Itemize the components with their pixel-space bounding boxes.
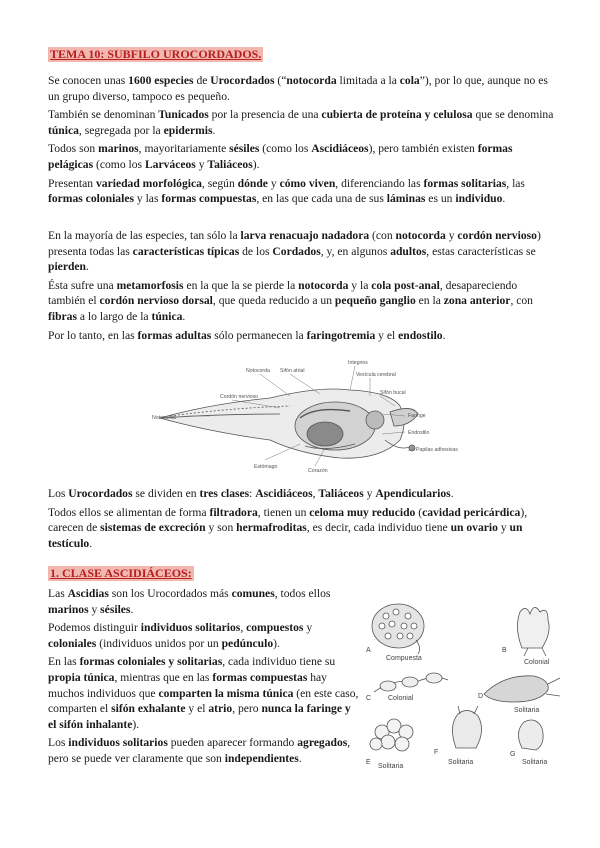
paragraph <box>48 141 556 172</box>
text-run: , que queda reducido a un <box>212 294 335 308</box>
text-run: y el <box>375 328 399 342</box>
bold-term: marinos <box>98 142 139 156</box>
text-run: Todos son <box>48 142 99 156</box>
bold-term: cordón nervioso dorsal <box>99 294 213 308</box>
text-run: limitada a la <box>336 74 400 87</box>
text-run: y <box>195 157 208 171</box>
text-run: y son <box>205 521 237 535</box>
paragraph <box>48 486 556 502</box>
text-run: y <box>497 521 510 535</box>
paragraph <box>48 228 556 275</box>
text-run: son los Urocordados más <box>108 587 232 600</box>
bold-term: marinos <box>48 602 89 616</box>
bold-term: cola <box>399 74 420 87</box>
bold-term: formas adultas <box>137 328 212 342</box>
bold-term: sifón exhalante <box>111 702 186 716</box>
bold-term: fibras <box>48 309 77 323</box>
text-run: . <box>442 328 446 342</box>
bold-term: individuos solitarios <box>68 736 168 750</box>
text-run: de los <box>239 244 273 258</box>
label-faringe: Faringe <box>408 413 426 419</box>
bold-term: cómo viven <box>279 176 336 190</box>
label-cordon: Cordón nervioso <box>220 394 259 400</box>
bold-term: Urocordados <box>68 487 133 500</box>
text-run: , tienen un <box>257 505 310 519</box>
bold-term: formas coloniales <box>48 192 134 206</box>
bold-term: Ascidias <box>67 587 109 600</box>
text-run: , segregada por la <box>78 123 164 137</box>
text-run: . <box>86 260 89 274</box>
bold-term: Taliáceos <box>318 487 364 500</box>
text-run: que se denomina <box>472 108 554 122</box>
text-run: ( <box>415 505 423 519</box>
fig-letter-f: F <box>434 749 439 756</box>
text-run: ”), por lo que, aunque no es un grupo diverso, tampoco es pequeño. <box>48 74 548 103</box>
text-run: ), carecen de <box>48 505 528 535</box>
bold-term: notocorda <box>298 278 349 292</box>
text-run: por la presencia de una <box>208 108 322 122</box>
text-run: . <box>502 192 506 206</box>
intro-paragraphs <box>48 73 556 210</box>
bold-term: hermafroditas <box>236 521 307 535</box>
text-run: , pero se puede ver claramente que son <box>48 736 351 765</box>
paragraph <box>48 176 556 207</box>
bold-term: tres clases <box>199 487 250 500</box>
text-run: se dividen en <box>132 487 200 500</box>
text-run: y las <box>133 192 162 206</box>
bold-term: pierden <box>48 260 87 274</box>
text-run: ). <box>273 636 280 650</box>
text-run: , las <box>506 176 525 190</box>
text-run: Todos ellos se alimentan de forma <box>48 505 210 519</box>
bold-term: dónde <box>237 176 268 190</box>
bold-term: formas compuestas <box>212 670 308 684</box>
bold-term: metamorfosis <box>116 278 184 292</box>
text-run: (en este caso, comparten el <box>48 686 359 716</box>
bold-term: agregados <box>297 736 348 750</box>
ascidias-paragraphs <box>48 586 360 770</box>
bold-term: características típicas <box>132 244 240 258</box>
text-run: . <box>89 536 93 550</box>
bold-term: nunca la faringe y el sifón inhalante <box>48 702 351 731</box>
paragraph <box>48 73 556 104</box>
paragraph <box>48 505 556 552</box>
bold-term: un ovario <box>450 521 498 535</box>
bold-term: cordón nervioso <box>457 229 537 242</box>
label-sifon-bucal: Sifón bucal <box>380 390 406 396</box>
fig-letter-d: D <box>478 693 484 700</box>
text-run: . <box>212 123 216 137</box>
text-run: , en las que cada una de sus <box>256 192 387 206</box>
fig-letter-e: E <box>366 759 371 766</box>
text-run: , <box>240 621 247 635</box>
text-run: en la que la se pierde la <box>183 278 299 292</box>
larva-paragraphs <box>48 228 556 346</box>
larva-diagram <box>150 356 475 476</box>
bold-term: Tunicados <box>158 108 209 122</box>
paragraph <box>48 620 360 651</box>
text-run: a lo largo de la <box>76 309 152 323</box>
bold-term: faringotremia <box>306 328 376 342</box>
text-run: (individuos unidos por un <box>96 636 222 650</box>
text-run: Los <box>48 487 69 500</box>
text-run: , según <box>201 176 238 190</box>
text-run: , mientras que en las <box>114 670 213 684</box>
bold-term: zona anterior <box>443 294 511 308</box>
paragraph <box>48 107 556 138</box>
bold-term: adultos <box>390 244 427 258</box>
ascidian-forms-figure <box>364 598 574 776</box>
fig-label-compuesta: Compuesta <box>386 655 422 662</box>
bold-term: pedúnculo <box>221 636 274 650</box>
fig-letter-a: A <box>366 647 371 654</box>
text-run: Ésta sufre una <box>48 278 117 292</box>
text-run: También se denominan <box>48 108 159 122</box>
label-sifon-atrial: Sifón atrial <box>280 368 305 374</box>
bold-term: variedad morfológica <box>95 176 202 190</box>
fig-letter-b: B <box>502 647 507 654</box>
text-run: Las <box>48 587 68 600</box>
text-run: , mayoritariamente <box>138 142 230 156</box>
text-run: Se conocen unas <box>48 74 129 87</box>
bold-term: Apendicularios <box>375 487 451 500</box>
text-run: y la <box>348 278 372 292</box>
bold-term: compuestos <box>246 621 304 635</box>
text-run: , cada individuo tiene su <box>222 655 336 669</box>
label-papilas: Papilas adhesivas <box>416 447 458 453</box>
bold-term: filtradora <box>209 505 258 519</box>
text-run: ). <box>252 157 260 171</box>
fig-label-solitaria-d: Solitaria <box>514 707 540 714</box>
bold-term: formas pelágicas <box>48 142 513 171</box>
bold-term: comunes <box>231 587 275 600</box>
bold-term: cubierta de proteína y celulosa <box>321 108 473 122</box>
bold-term: 1600 especies <box>128 74 194 87</box>
bold-term: Cordados <box>272 244 321 258</box>
paragraph <box>48 735 360 766</box>
text-run: y <box>88 602 101 616</box>
text-run: , estas características se <box>426 244 536 258</box>
text-run: hay muchos individuos que <box>48 670 327 700</box>
text-run: (con <box>369 229 396 242</box>
text-run: En la mayoría de las especies, tan sólo la <box>48 229 241 242</box>
text-run: , y, en algunos <box>320 244 391 258</box>
fig-label-colonial-c: Colonial <box>388 695 414 702</box>
paragraph <box>48 586 360 617</box>
bold-term: láminas <box>386 192 426 206</box>
label-vesicula: Vesícula cerebral <box>356 372 396 378</box>
bold-term: propia túnica <box>48 670 115 684</box>
bold-term: atrio <box>208 702 233 716</box>
text-run: y <box>363 487 376 500</box>
label-corazon: Corazón <box>308 468 328 474</box>
label-notocorda-left: Notocorda <box>152 415 176 421</box>
bold-term: notocorda <box>395 229 446 242</box>
bold-term: independientes <box>224 751 299 765</box>
section-heading-urocordados: TEMA 10: SUBFILO UROCORDADOS. <box>50 47 262 61</box>
bold-term: comparten la misma túnica <box>158 686 294 700</box>
text-run: . <box>130 602 134 616</box>
bold-term: epidermis <box>163 123 213 137</box>
text-run: ) presenta todas las <box>48 229 541 258</box>
bold-term: túnica <box>151 309 183 323</box>
bold-term: sésiles <box>229 142 260 156</box>
classes-paragraphs <box>48 486 556 554</box>
bold-term: túnica <box>48 123 79 137</box>
text-run: en la <box>415 294 444 308</box>
bold-term: formas coloniales y solitarias <box>79 655 223 669</box>
text-run: y <box>303 621 313 635</box>
bold-term: notocorda <box>286 74 337 87</box>
text-run: . <box>182 309 186 323</box>
bold-term: Taliáceos <box>207 157 253 171</box>
text-run: pueden aparecer formando <box>167 736 298 750</box>
text-run: (como los <box>259 142 312 156</box>
text-run: , con <box>510 294 533 308</box>
bold-term: celoma muy reducido <box>309 505 416 519</box>
text-run: , diferenciando las <box>335 176 424 190</box>
bold-term: larva renacuajo nadadora <box>240 229 370 242</box>
text-run: , desapareciendo también el <box>48 278 518 308</box>
label-endostilo: Endostilo <box>408 430 430 436</box>
label-estomago: Estómago <box>254 464 278 470</box>
label-notocorda-top: Notocorda <box>246 368 270 374</box>
fig-label-solitaria-g: Solitaria <box>522 759 548 766</box>
text-run: En las <box>48 655 80 669</box>
text-run: : <box>249 487 256 500</box>
bold-term: formas compuestas <box>161 192 257 206</box>
paragraph <box>48 328 556 344</box>
bold-term: formas solitarias <box>423 176 507 190</box>
paragraph <box>48 654 360 732</box>
label-integnos: Integnos <box>348 360 368 366</box>
text-run: Podemos distinguir <box>48 621 141 635</box>
text-run: y <box>267 176 280 190</box>
text-run: es un <box>425 192 456 206</box>
bold-term: cavidad pericárdica <box>422 505 521 519</box>
text-run: , <box>312 487 319 500</box>
bold-term: pequeño ganglio <box>334 294 416 308</box>
bold-term: sésiles <box>100 602 131 616</box>
text-run: , es decir, cada individuo tiene <box>306 521 451 535</box>
bold-term: coloniales <box>48 636 97 650</box>
text-run: Por lo tanto, en las <box>48 328 138 342</box>
bold-term: individuos solitarios <box>140 621 241 635</box>
text-run: (“ <box>274 74 287 87</box>
text-run: . <box>298 751 302 765</box>
text-run: de <box>193 74 211 87</box>
paragraph <box>48 278 556 325</box>
bold-term: un testículo <box>48 521 523 550</box>
bold-term: endostilo <box>398 328 443 342</box>
section-heading-ascidiaceos: 1. CLASE ASCIDIÁCEOS: <box>50 566 192 580</box>
text-run: , todos ellos <box>274 587 331 600</box>
bold-term: cola post-anal <box>371 278 440 292</box>
bold-term: Urocordados <box>210 74 275 87</box>
fig-label-solitaria-e: Solitaria <box>378 763 404 770</box>
bold-term: Ascidiáceos <box>311 142 369 156</box>
text-run: ), pero también existen <box>368 142 478 156</box>
text-run: y <box>445 229 458 242</box>
text-run: (como los <box>93 157 145 171</box>
text-run: Presentan <box>48 176 96 190</box>
text-run: , pero <box>232 702 262 716</box>
fig-letter-c: C <box>366 695 372 702</box>
bold-term: individuo <box>455 192 503 206</box>
fig-label-solitaria-f: Solitaria <box>448 759 474 766</box>
text-run: sólo permanecen la <box>211 328 307 342</box>
text-run: y el <box>185 702 209 716</box>
bold-term: Ascidiáceos <box>255 487 313 500</box>
text-run: ). <box>132 717 140 731</box>
fig-label-colonial-b: Colonial <box>524 659 550 666</box>
text-run: Los <box>48 736 69 750</box>
fig-letter-g: G <box>510 751 516 758</box>
text-run: . <box>450 487 454 500</box>
bold-term: Larváceos <box>144 157 196 171</box>
bold-term: sistemas de excreción <box>100 521 206 535</box>
